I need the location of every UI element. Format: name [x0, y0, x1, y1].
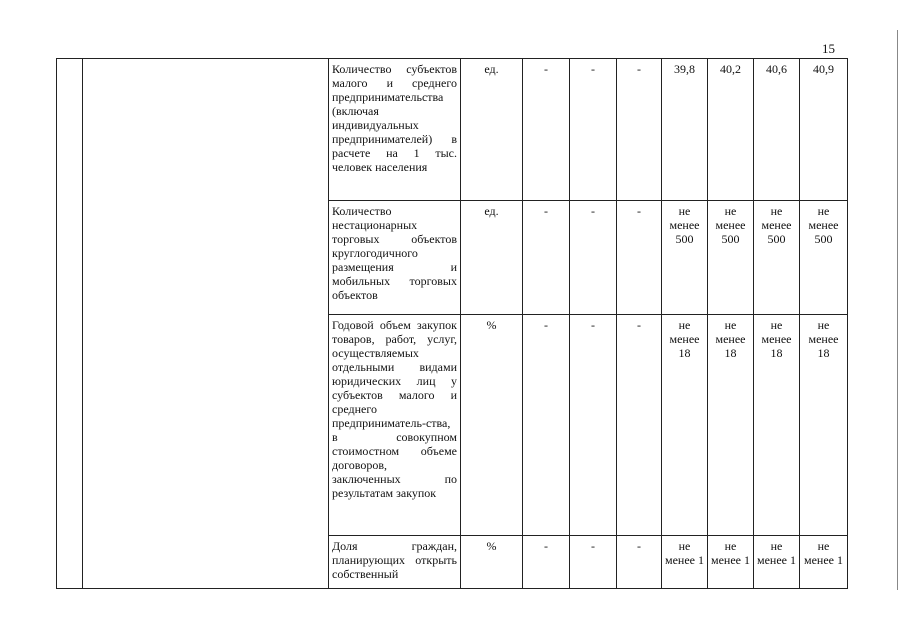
indicator-value: не менее 500 — [754, 201, 800, 315]
indicator-name: Доля граждан, планирующих открыть собственный — [329, 536, 461, 589]
indicator-value: - — [570, 201, 617, 315]
indicator-value: не менее 500 — [662, 201, 708, 315]
indicator-value: не менее 18 — [754, 315, 800, 536]
indicator-value: - — [570, 536, 617, 589]
indicator-value: - — [617, 59, 662, 201]
indicator-value: - — [570, 59, 617, 201]
indicator-unit: % — [461, 315, 523, 536]
indicator-value: 40,2 — [708, 59, 754, 201]
indicator-name: Количество субъектов малого и среднего предпринимательства (включая индивидуальных предпринимателей) в расчете на 1 тыс. человек населения — [329, 59, 461, 201]
indicator-value: - — [617, 201, 662, 315]
table-row — [57, 59, 848, 201]
indicator-unit: ед. — [461, 201, 523, 315]
page-number: 15 — [822, 41, 835, 56]
indicator-value: - — [617, 315, 662, 536]
indicator-value: не менее 1 — [754, 536, 800, 589]
indicator-value: - — [523, 59, 570, 201]
indicator-value: - — [523, 315, 570, 536]
indicator-value: - — [570, 315, 617, 536]
indicator-value: не менее 1 — [662, 536, 708, 589]
indicator-name: Количество нестационарных торговых объектов круглогодичного размещения и мобильных торговых объектов — [329, 201, 461, 315]
indicator-value: - — [523, 536, 570, 589]
indicator-value: не менее 1 — [800, 536, 848, 589]
indicator-value: - — [523, 201, 570, 315]
indicators-table — [56, 58, 848, 589]
indicator-value: 40,6 — [754, 59, 800, 201]
blank-column-2 — [83, 59, 329, 589]
indicator-value: - — [617, 536, 662, 589]
indicator-value: не менее 18 — [662, 315, 708, 536]
indicator-unit: % — [461, 536, 523, 589]
indicator-value: не менее 1 — [708, 536, 754, 589]
page-edge-line — [897, 30, 898, 590]
indicator-value: не менее 18 — [708, 315, 754, 536]
indicator-value: 40,9 — [800, 59, 848, 201]
indicator-value: 39,8 — [662, 59, 708, 201]
indicator-value: не менее 500 — [800, 201, 848, 315]
indicator-value: не менее 18 — [800, 315, 848, 536]
indicator-name: Годовой объем закупок товаров, работ, услуг, осуществляемых отдельными видами юридических лиц у субъектов малого и среднего предприниматель-ства, в совокупном стоимостном объеме договоров, заключенных по результатам закупок — [329, 315, 461, 536]
blank-column-1 — [57, 59, 83, 589]
indicator-value: не менее 500 — [708, 201, 754, 315]
indicator-unit: ед. — [461, 59, 523, 201]
